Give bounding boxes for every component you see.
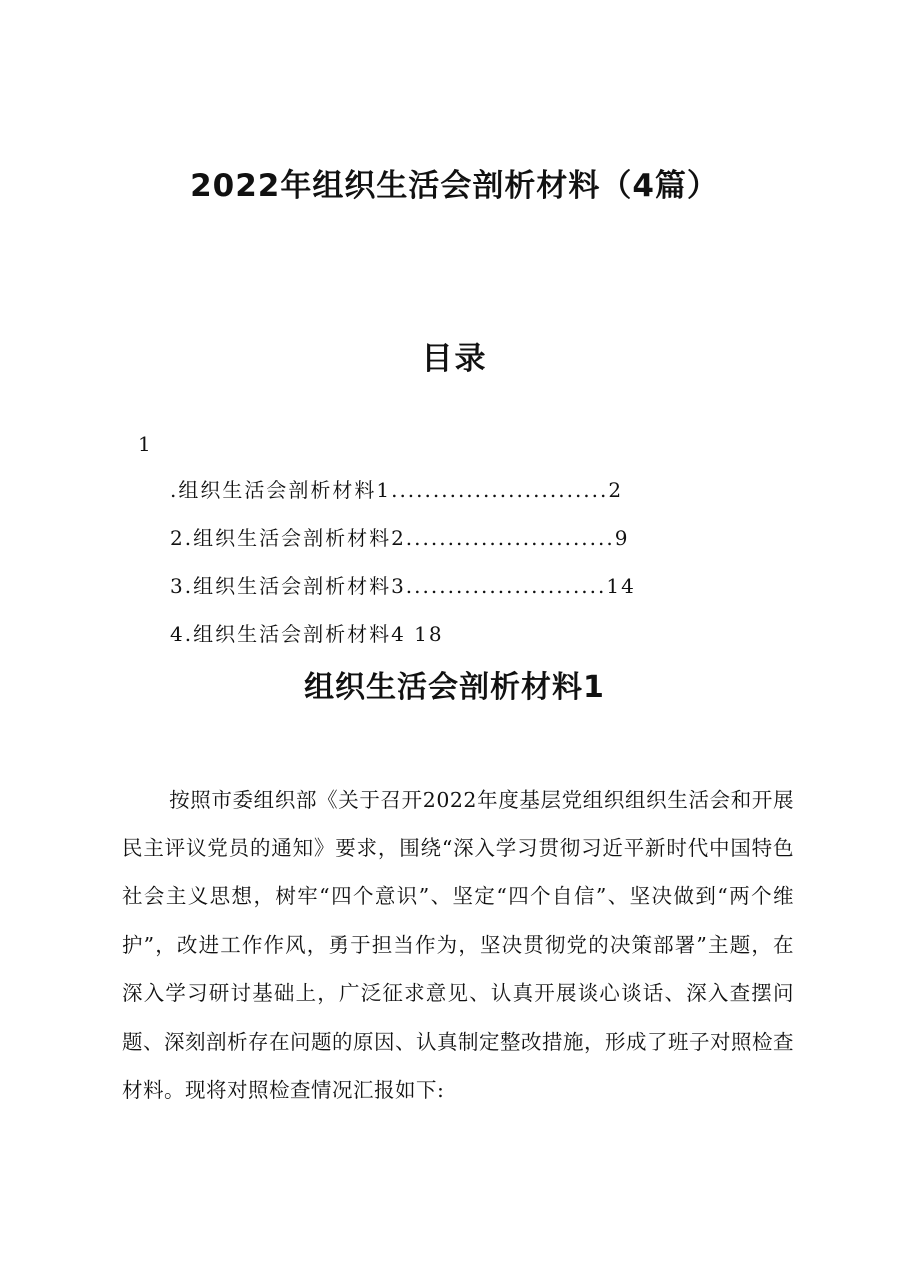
toc-entry-2[interactable]: 2.组织生活会剖析材料2.........................9	[170, 526, 630, 550]
table-of-contents	[170, 476, 770, 668]
toc-heading: 目录	[421, 341, 488, 377]
toc-number-line: 1	[138, 432, 151, 456]
document-title: 2022年组织生活会剖析材料（4篇）	[190, 168, 719, 204]
body-paragraph: 按照市委组织部《关于召开2022年度基层党组织组织生活会和开展民主评议党员的通知》要求，围绕“深入学习贯彻习近平新时代中国特色社会主义思想，树牢“四个意识”、坚定“四个自信”、坚决做到“两个维护”，改进工作作风，勇于担当作为，坚决贯彻党的决策部署”主题，在深入学习研讨基础上，广泛征求意见、认真开展谈心谈话、深入查摆问题、深刻剖析存在问题的原因、认真制定整改措施，形成了班子对照检查材料。现将对照检查情况汇报如下:	[122, 787, 794, 1102]
section-title: 组织生活会剖析材料1	[304, 670, 605, 705]
toc-entry-3[interactable]: 3.组织生活会剖析材料3........................14	[170, 574, 636, 598]
toc-entry-4[interactable]: 4.组织生活会剖析材料4 18	[170, 622, 444, 646]
toc-entry-1[interactable]: .组织生活会剖析材料1..........................2	[170, 478, 624, 502]
